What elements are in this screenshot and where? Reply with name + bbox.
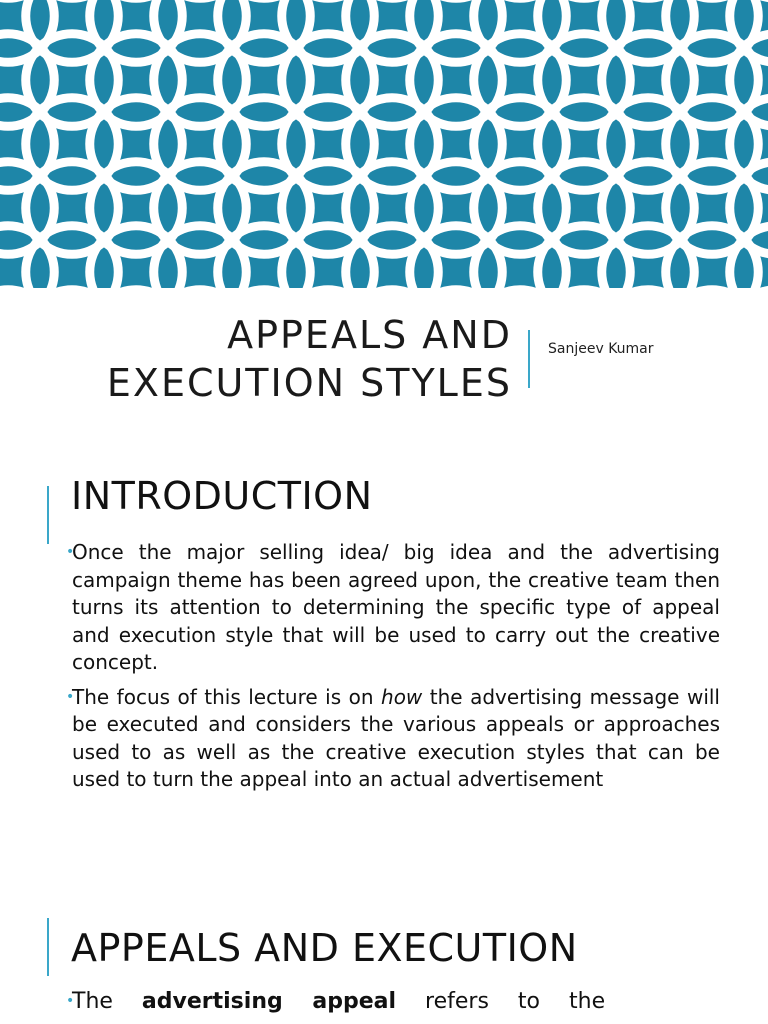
- intro-bullet-2-emphasis: how: [381, 684, 423, 709]
- intro-accent-bar: [47, 486, 49, 544]
- appeals-heading: APPEALS AND EXECUTION: [71, 926, 578, 970]
- ring-pattern: [0, 0, 768, 288]
- appeals-accent-bar: [47, 918, 49, 976]
- intro-bullet-1: [66, 539, 720, 677]
- slide-title: [107, 311, 512, 407]
- slide-title-line-1: APPEALS AND: [227, 313, 512, 357]
- bullet-dot-icon: •: [66, 993, 75, 1009]
- bullet-dot-icon: •: [66, 544, 75, 560]
- appeals-bullet-before: The: [72, 989, 142, 1014]
- appeals-bullet-list: [66, 988, 720, 1023]
- intro-heading: INTRODUCTION: [71, 474, 373, 518]
- appeals-bullet-bold: advertising appeal: [141, 989, 397, 1014]
- title-divider: [528, 330, 530, 388]
- intro-bullet-2-after: the advertising message will be executed and considers the various appeals or approaches used to as well as the creative execution styles that can be used to turn the appeal into an actual advertisement: [72, 684, 720, 791]
- bullet-dot-icon: •: [66, 688, 75, 705]
- intro-bullet-list: [66, 539, 720, 801]
- intro-bullet-1-text: Once the major selling idea/ big idea and the advertising campaign theme has been agreed upon, the creative team then turns its attention to determining the specific type of appeal and execution style that will be used to carry out the creative concept.: [72, 540, 720, 674]
- decorative-banner: [0, 0, 768, 288]
- slide-title-line-2: EXECUTION STYLES: [106, 361, 512, 405]
- intro-bullet-2: [66, 684, 720, 794]
- appeals-bullet-after: refers to the: [396, 989, 606, 1014]
- appeals-bullet-1: [66, 988, 720, 1016]
- intro-bullet-2-before: The focus of this lecture is on: [72, 684, 382, 709]
- author-name: Sanjeev Kumar: [548, 341, 654, 357]
